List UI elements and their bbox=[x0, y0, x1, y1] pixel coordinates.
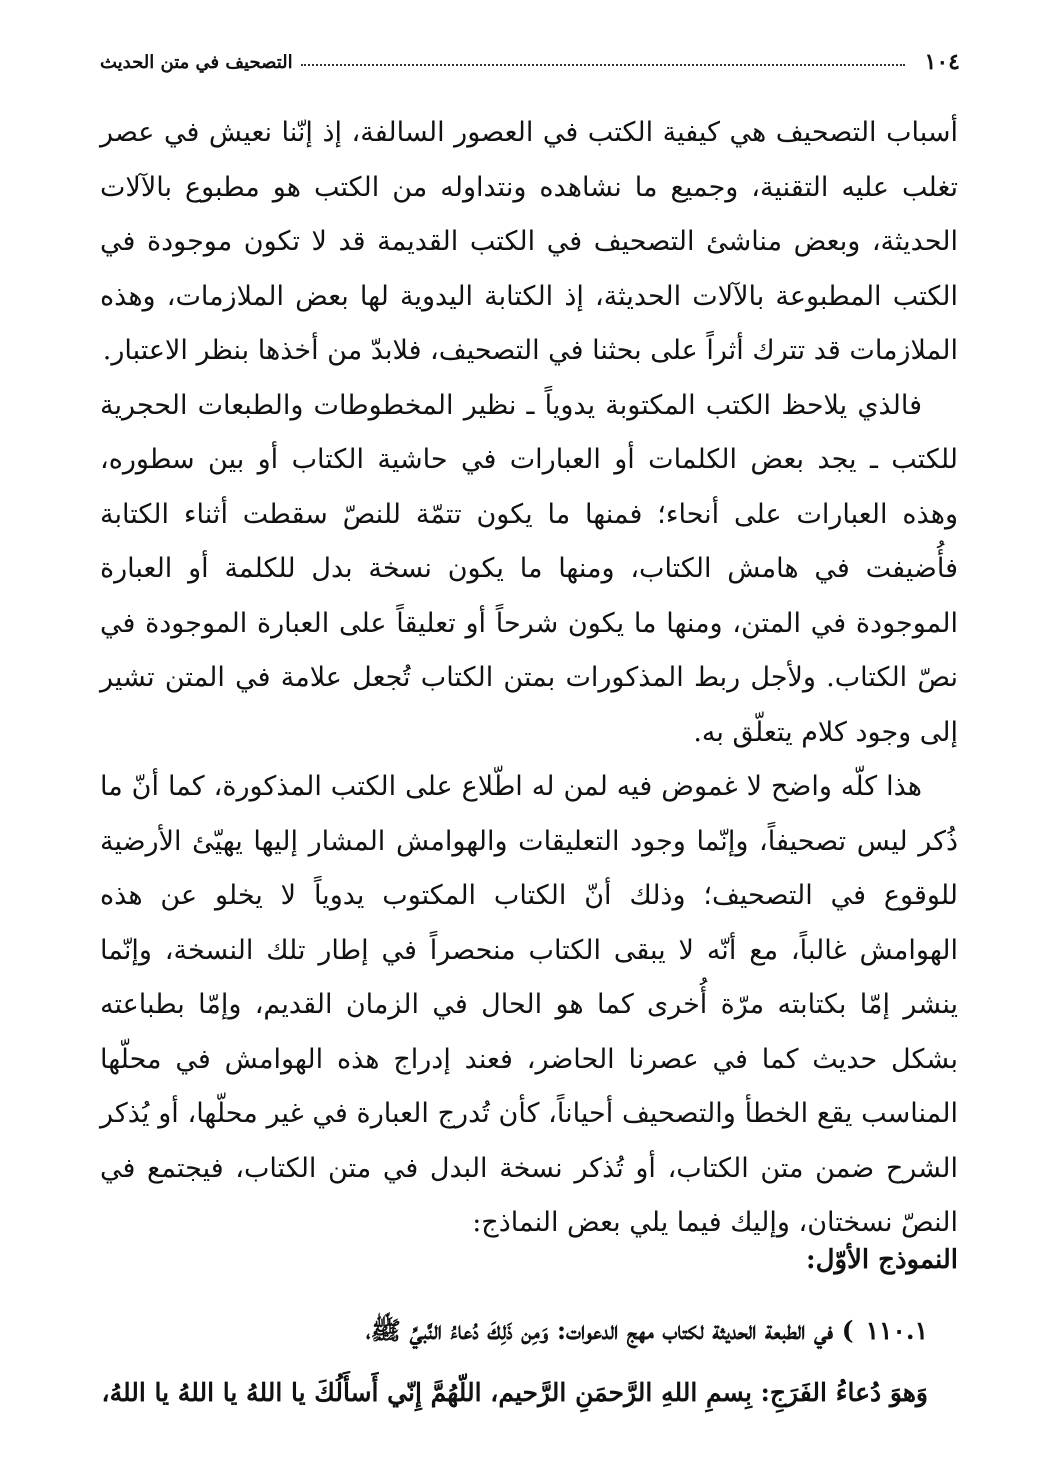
paragraph: فالذي يلاحظ الكتب المكتوبة يدوياً ـ نظير المخطوطات والطبعات الحجرية للكتب ـ يجد بعض الكلمات أو العبارات في حاشية الكتاب أو بين سطوره، وهذه العبارات على أنحاء؛ فمنها ما يكون تتمّة للنصّ سقطت أثناء الكتابة فأُضيفت في هامش الكتاب، ومنها ما يكون نسخة بدل للكلمة أو العبارة الموجودة في المتن، ومنها ما يكون شرحاً أو تعليقاً على العبارة الموجودة في نصّ الكتاب. ولأجل ربط المذكورات بمتن الكتاب تُجعل علامة في المتن تشير إلى وجود كلام يتعلّق به. bbox=[100, 389, 958, 748]
body-text bbox=[100, 106, 958, 1251]
section-heading: النموذج الأوّل: bbox=[806, 1245, 958, 1275]
example-line bbox=[100, 1300, 958, 1362]
running-header bbox=[100, 44, 960, 80]
example-block bbox=[100, 1300, 958, 1424]
dotted-leader bbox=[301, 64, 905, 66]
page-number: ١٠٤ bbox=[924, 49, 960, 75]
example-text: ١) في الطبعة الحديثة لكتاب مهج الدعوات: وَمِن ذَلِكَ دُعاءُ النَّبيِّ ﷺ، bbox=[365, 1316, 928, 1345]
paragraph: هذا كلّه واضح لا غموض فيه لمن له اطّلاع على الكتب المذكورة، كما أنّ ما ذُكر ليس تصحيفاً، وإنّما وجود التعليقات والهوامش المشار إليها يهيّئ الأرضية للوقوع في التصحيف؛ وذلك أنّ الكتاب المكتوب يدوياً لا يخلو عن هذه الهوامش غالباً، مع أنّه لا يبقى الكتاب منحصراً في إطار تلك النسخة، وإنّما ينشر إمّا بكتابته مرّة أُخرى كما هو الحال في الزمان القديم، وإمّا بطباعته بشكل حديث كما في عصرنا الحاضر، فعند إدراج هذه الهوامش في محلّها المناسب يقع الخطأ والتصحيف أحياناً، كأن تُدرج العبارة في غير محلّها، أو يُذكر الشرح ضمن متن الكتاب، أو تُذكر نسخة البدل في متن الكتاب، فيجتمع في النصّ نسختان، وإليك فيما يلي بعض النماذج: bbox=[100, 771, 958, 1238]
example-number: ١١٠. bbox=[865, 1316, 915, 1345]
example-line: وَهوَ دُعاءُ الفَرَجِ: بِسمِ اللهِ الرَّحمَنِ الرَّحيم، اللّهُمَّ إِنّي أَسأَلُكَ يا اللهُ يا اللهُ يا اللهُ، bbox=[101, 1378, 928, 1407]
paragraph: أسباب التصحيف هي كيفية الكتب في العصور السالفة، إذ إنّنا نعيش في عصر تغلب عليه التقنية، وجميع ما نشاهده ونتداوله من الكتب هو مطبوع بالآلات الحديثة، وبعض مناشئ التصحيف في الكتب القديمة قد لا تكون موجودة في الكتب المطبوعة بالآلات الحديثة، إذ الكتابة اليدوية لها بعض الملازمات، وهذه الملازمات قد تترك أثراً على بحثنا في التصحيف، فلابدّ من أخذها بنظر الاعتبار. bbox=[100, 117, 958, 366]
running-title: التصحيف في متن الحديث bbox=[100, 51, 293, 73]
